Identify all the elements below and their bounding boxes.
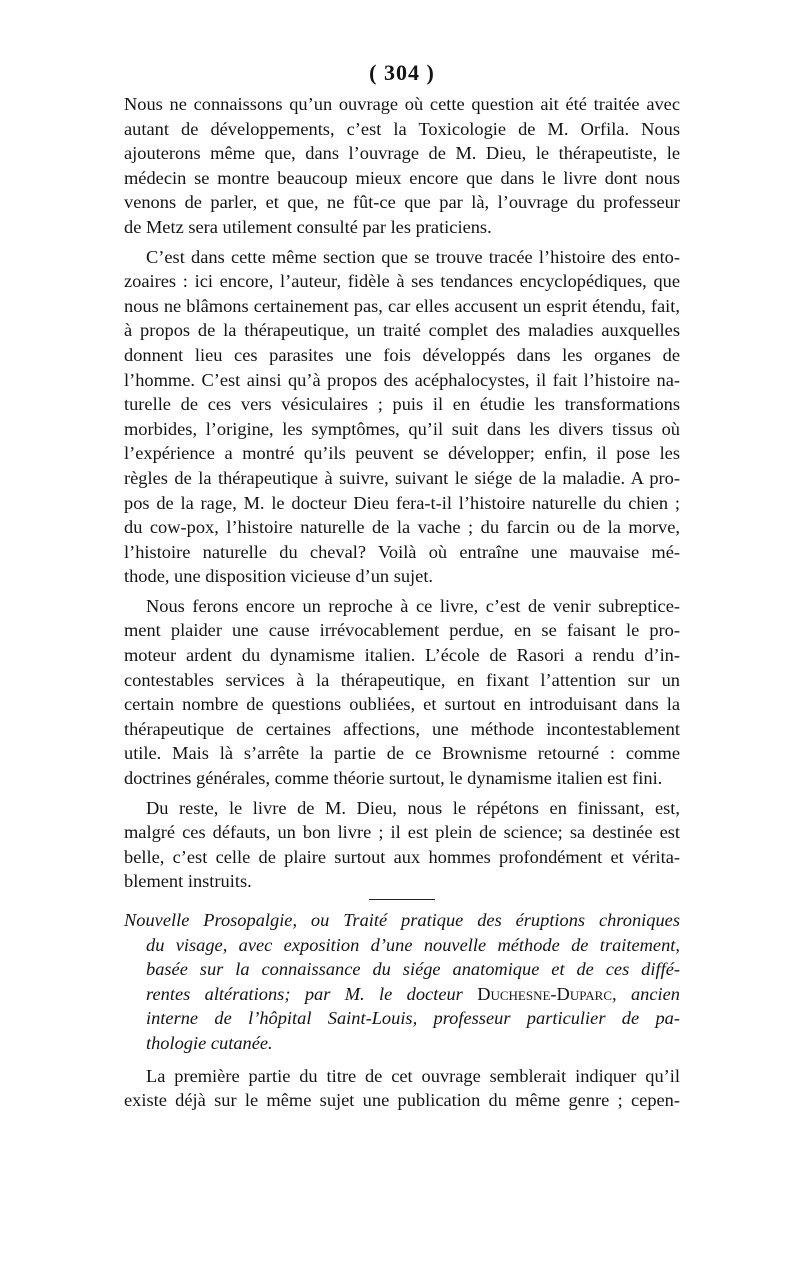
text-line: utile. Mais là s’arrête la partie de ce Brownisme retourné : comme [124, 743, 680, 764]
heading-text: , ancien [612, 983, 680, 1004]
text-line: du cow-pox, l’histoire naturelle de la vache ; du farcin ou de la morve, [124, 517, 680, 538]
text-line: ajouterons même que, dans l’ouvrage de M. Dieu, le thérapeutiste, le [124, 143, 680, 164]
text-line: turelle de ces vers vésiculaires ; puis il en étudie les transformations [124, 394, 680, 415]
text-line: certain nombre de questions oubliées, et surtout en introduisant dans la [124, 694, 680, 715]
heading-line: interne de l’hôpital Saint-Louis, professeur particulier de pa- [146, 1008, 680, 1029]
text-line: l’homme. C’est ainsi qu’à propos des acéphalocystes, il fait l’histoire na- [124, 369, 680, 390]
text-line: thérapeutique de certaines affections, une méthode incontestablement [124, 718, 680, 739]
text-line: médecin se montre beaucoup mieux encore que dans le livre dont nous [124, 167, 680, 188]
author-name: Duchesne-Duparc [477, 983, 612, 1004]
paragraph-2 [124, 245, 680, 589]
text-line: donnent lieu ces parasites une fois développés dans les organes de [124, 344, 680, 365]
text-line: moteur ardent du dynamisme italien. L’école de Rasori a rendu d’in- [124, 645, 680, 666]
heading-line: du visage, avec exposition d’une nouvelle méthode de traitement, [146, 934, 680, 955]
text-line: ment plaider une cause irrévocablement perdue, en se faisant le pro- [124, 620, 680, 641]
text-line: de Metz sera utilement consulté par les praticiens. [124, 216, 492, 237]
text-line: La première partie du titre de cet ouvrage semblerait indiquer qu’il [146, 1065, 680, 1086]
heading-line: Nouvelle Prosopalgie, ou Traité pratique des éruptions chroniques [124, 910, 680, 930]
paragraph-5 [124, 1064, 680, 1113]
text-line: morbides, l’origine, les symptômes, qu’il suit dans les divers tissus où [124, 418, 680, 439]
text-line: blement instruits. [124, 871, 252, 892]
paragraph-4 [124, 796, 680, 894]
text-line: l’histoire naturelle du cheval? Voilà où entraîne une mauvaise mé- [124, 541, 680, 562]
text-line: l’expérience a montré qu’ils peuvent se développer; enfin, il pose les [124, 443, 680, 464]
text-line: zoaires : ici encore, l’auteur, fidèle à ses tendances encyclopédiques, que [124, 271, 680, 292]
text-line: C’est dans cette même section que se trouve tracée l’histoire des ento- [146, 246, 680, 267]
paragraph-3 [124, 594, 680, 791]
heading-text: rentes altérations; par M. le docteur [146, 983, 478, 1004]
heading-line: thologie cutanée. [146, 1032, 273, 1053]
text-line: existe déjà sur le même sujet une publication du même genre ; cepen- [124, 1090, 680, 1111]
page-number: ( 304 ) [369, 60, 435, 85]
paragraph-1 [124, 92, 680, 240]
text-line: à propos de la thérapeutique, un traité complet des maladies auxquelles [124, 320, 680, 341]
section-divider [369, 899, 435, 900]
text-line: Nous ferons encore un reproche à ce livre, c’est de venir subreptice- [146, 595, 680, 616]
text-line: règles de la thérapeutique à suivre, suivant le siége de la maladie. A pro- [124, 467, 680, 488]
text-line: belle, c’est celle de plaire surtout aux hommes profondément et vérita- [124, 846, 680, 867]
text-line: nous ne blâmons certainement pas, car elles accusent un esprit étendu, fait, [124, 295, 680, 316]
text-line: Du reste, le livre de M. Dieu, nous le répétons en finissant, est, [146, 797, 680, 818]
text-line: pos de la rage, M. le docteur Dieu fera-t-il l’histoire naturelle du chien ; [124, 492, 680, 513]
heading-line: basée sur la connaissance du siége anatomique et de ces diffé- [146, 959, 680, 980]
heading-line-author [124, 982, 680, 1007]
text-line: malgré ces défauts, un bon livre ; il est plein de science; sa destinée est [124, 822, 680, 843]
text-line: contestables services à la thérapeutique, en fixant l’attention sur un [124, 669, 680, 690]
text-line: doctrines générales, comme théorie surtout, le dynamisme italien est fini. [124, 768, 663, 789]
text-line: venons de parler, et que, ne fût-ce que par là, l’ouvrage du professeur [124, 192, 680, 213]
review-heading [124, 908, 680, 1056]
text-line: autant de développements, c’est la Toxicologie de M. Orfila. Nous [124, 118, 680, 139]
text-line: Nous ne connaissons qu’un ouvrage où cette question ait été traitée avec [124, 94, 680, 114]
book-page [124, 60, 680, 1118]
text-line: thode, une disposition vicieuse d’un sujet. [124, 566, 434, 587]
